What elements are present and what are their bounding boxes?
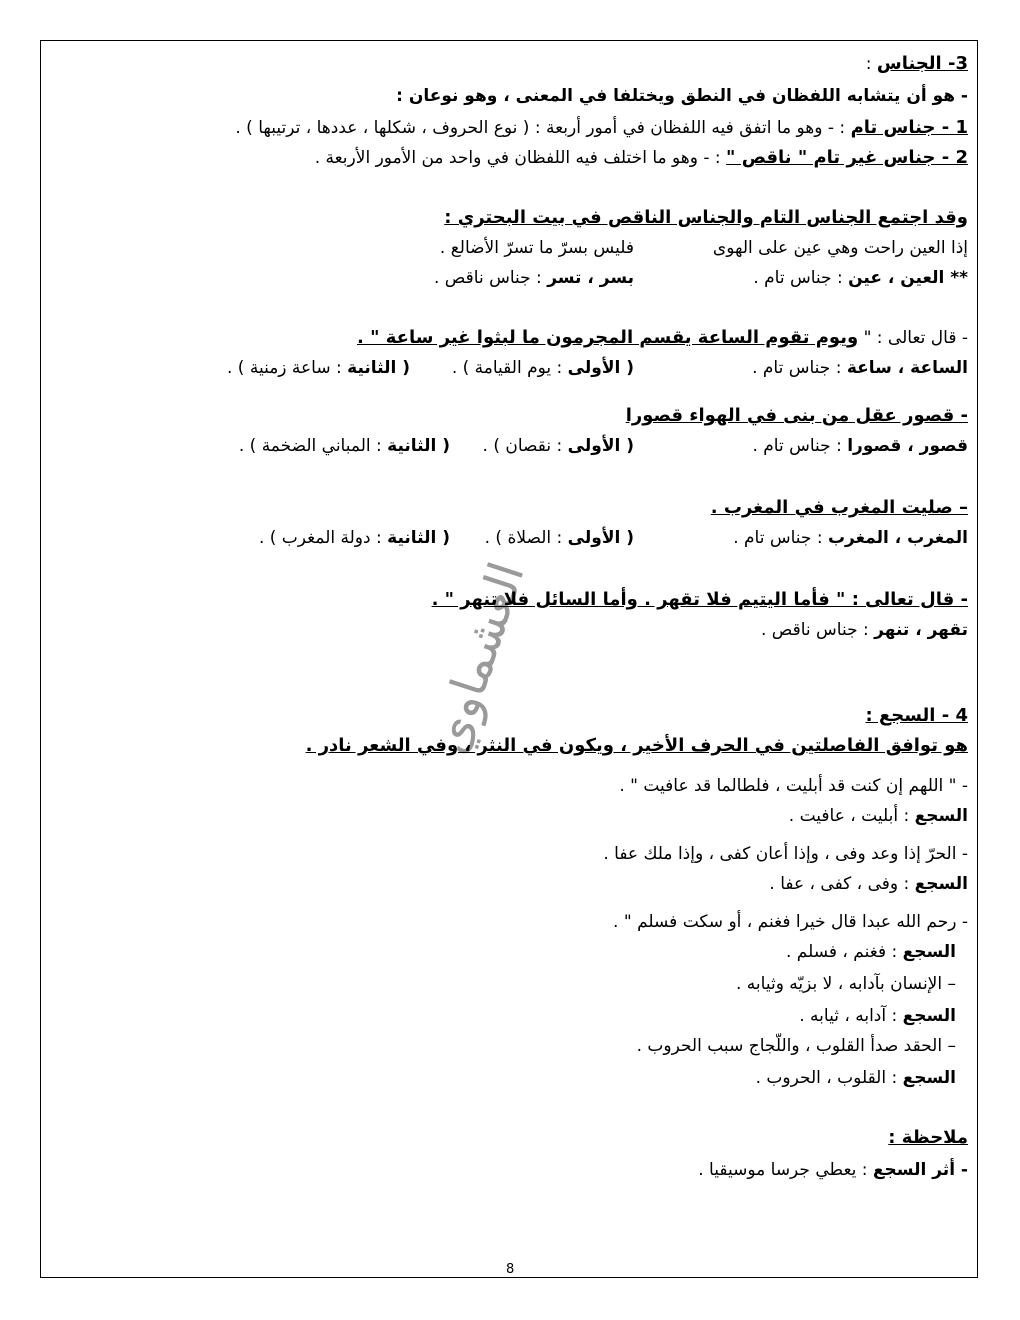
note-text: - أثر السجع : يعطي جرسا موسيقيا . xyxy=(698,1160,968,1180)
maghrib-first-meaning: ( الأولى : الصلاة ) . xyxy=(484,528,634,548)
saja-example-5: – الحقد صدأ القلوب ، واللّجاج سبب الحروب . xyxy=(636,1036,956,1056)
saa-second-meaning: ( الثانية : ساعة زمنية ) . xyxy=(226,358,410,378)
taqhar-words: تقهر ، تنهر : جناس ناقص . xyxy=(760,620,968,640)
saja-example-2: - الحرّ إذا وعد وفى ، وإذا أعان كفى ، وإذا ملك عفا . xyxy=(603,844,968,864)
verse-second-half: فليس بسرّ ما تسرّ الأضالع . xyxy=(439,238,634,258)
verse-first-half: إذا العين راحت وهي عين على الهوى xyxy=(712,238,968,258)
qusur-second-meaning: ( الثانية : المباني الضخمة ) . xyxy=(238,436,450,456)
note-title: ملاحظة : xyxy=(888,1127,968,1148)
page-number: 8 xyxy=(506,1262,515,1277)
maghrib-heading: – صليت المغرب في المغرب . xyxy=(710,497,968,518)
taqhar-heading: - قال تعالى : " فأما اليتيم فلا تقهر . وأما السائل فلا تنهر " . xyxy=(431,589,968,610)
jinas-type2-text: : - وهو ما اختلف فيه اللفظان في واحد من الأمور الأربعة . xyxy=(314,148,727,168)
saja-example-1: - " اللهم إن كنت قد أبليت ، فلطالما قد عافيت " . xyxy=(619,776,968,796)
buhturi-heading: وقد اجتمع الجناس التام والجناس الناقص في بيت البحتري : xyxy=(444,207,968,228)
saja-result-2: السجع : وفى ، كفى ، عفا . xyxy=(769,874,968,894)
verse-example-naqis: بسر ، تسر : جناس ناقص . xyxy=(434,268,634,288)
saja-example-3: - رحم الله عبدا قال خيرا فغنم ، أو سكت فسلم " . xyxy=(613,912,968,932)
jinas-definition: - هو أن يتشابه اللفظان في النطق ويختلفا في المعنى ، وهو نوعان : xyxy=(396,86,968,106)
jinas-title: 3- الجناس xyxy=(876,53,968,74)
jinas-type1-label: 1 - جناس تام xyxy=(850,117,968,138)
qusur-heading: - قصور عقل من بنى في الهواء قصورا xyxy=(625,405,968,426)
jinas-type2-label: 2 - جناس غير تام " ناقص " xyxy=(726,147,968,168)
saja-title: 4 - السجع : xyxy=(865,705,968,726)
maghrib-words: المغرب ، المغرب : جناس تام . xyxy=(733,528,968,548)
saja-result-5: السجع : القلوب ، الحروب . xyxy=(755,1068,956,1088)
jinas-title-line: 3- الجناس : xyxy=(865,53,968,74)
saa-first-meaning: ( الأولى : يوم القيامة ) . xyxy=(451,358,634,378)
saa-words: الساعة ، ساعة : جناس تام . xyxy=(752,358,968,378)
verse-example-tam: ** العين ، عين : جناس تام . xyxy=(753,268,968,288)
maghrib-second-meaning: ( الثانية : دولة المغرب ) . xyxy=(258,528,450,548)
saja-result-3: السجع : فغنم ، فسلم . xyxy=(785,942,956,962)
saja-result-4: السجع : آدابه ، ثيابه . xyxy=(799,1006,956,1026)
saa-verse: - قال تعالى : " ويوم تقوم الساعة يقسم المجرمون ما لبثوا غير ساعة " . xyxy=(357,327,968,348)
jinas-type2 xyxy=(315,146,968,170)
qusur-words: قصور ، قصورا : جناس تام . xyxy=(752,436,968,456)
saja-definition: هو توافق الفاصلتين في الحرف الأخير ، ويكون في النثر ، وفي الشعر نادر . xyxy=(305,735,968,756)
qusur-first-meaning: ( الأولى : نقصان ) . xyxy=(482,436,634,456)
saja-example-4: – الإنسان بآدابه ، لا بزيّه وثيابه . xyxy=(736,974,956,994)
jinas-type1 xyxy=(235,116,968,140)
saja-result-1: السجع : أبليت ، عافيت . xyxy=(788,806,968,826)
jinas-type1-text: : - وهو ما اتفق فيه اللفظان في أمور أربعة : ( نوع الحروف ، شكلها ، عددها ، ترتيبها ) . xyxy=(235,118,851,138)
watermark: العشماوي xyxy=(421,555,536,761)
